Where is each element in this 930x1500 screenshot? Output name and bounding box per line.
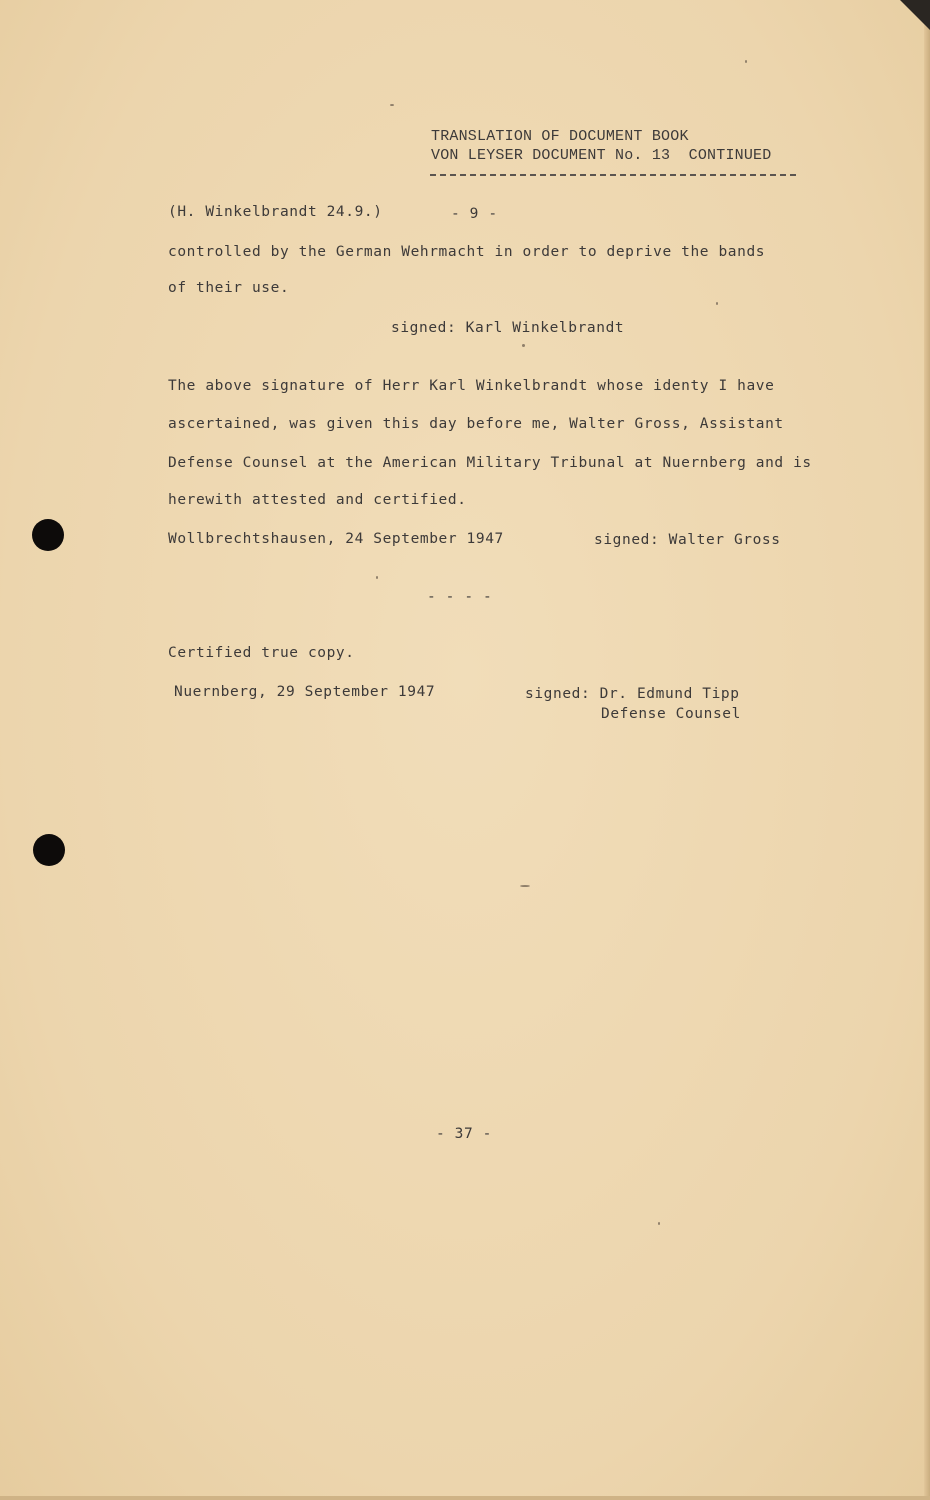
- body-line: ascertained, was given this day before me, Walter Gross, Assistant: [168, 416, 784, 432]
- paper-speck: [390, 104, 394, 106]
- body-line: The above signature of Herr Karl Winkelbrandt whose identy I have: [168, 378, 775, 394]
- header-subtitle: VON LEYSER DOCUMENT No. 13 CONTINUED: [431, 147, 772, 164]
- body-line: Defense Counsel at the American Military Tribunal at Nuernberg and is: [168, 455, 812, 471]
- body-line: herewith attested and certified.: [168, 492, 467, 508]
- place-date: Wollbrechtshausen, 24 September 1947: [168, 531, 504, 547]
- body-line: of their use.: [168, 280, 290, 296]
- paper-speck: [522, 344, 525, 347]
- body-line: controlled by the German Wehrmacht in order to deprive the bands: [168, 244, 766, 260]
- paper-speck: [658, 1222, 660, 1225]
- page-number: - 37 -: [436, 1126, 492, 1142]
- signature-line: signed: Walter Gross: [594, 532, 781, 548]
- punch-hole-bottom: [33, 834, 65, 866]
- separator: - - - -: [427, 589, 493, 605]
- paper-speck: [520, 885, 530, 887]
- page-marker: - 9 -: [451, 206, 498, 222]
- punch-hole-top: [32, 519, 64, 551]
- header-rule: [430, 174, 796, 176]
- page-edge-bottom: [0, 1496, 930, 1500]
- certification-line: Certified true copy.: [168, 645, 355, 661]
- paper-speck: [376, 576, 378, 579]
- signature-title: Defense Counsel: [601, 706, 741, 722]
- place-date: Nuernberg, 29 September 1947: [174, 684, 436, 700]
- page-edge: [924, 0, 930, 1500]
- paper-speck: [745, 60, 747, 63]
- folded-corner: [900, 0, 930, 30]
- signature-line: signed: Dr. Edmund Tipp: [525, 686, 740, 702]
- header-title: TRANSLATION OF DOCUMENT BOOK: [431, 128, 689, 145]
- signature-line: signed: Karl Winkelbrandt: [391, 320, 625, 336]
- author-reference: (H. Winkelbrandt 24.9.): [168, 204, 383, 220]
- paper-speck: [716, 302, 718, 305]
